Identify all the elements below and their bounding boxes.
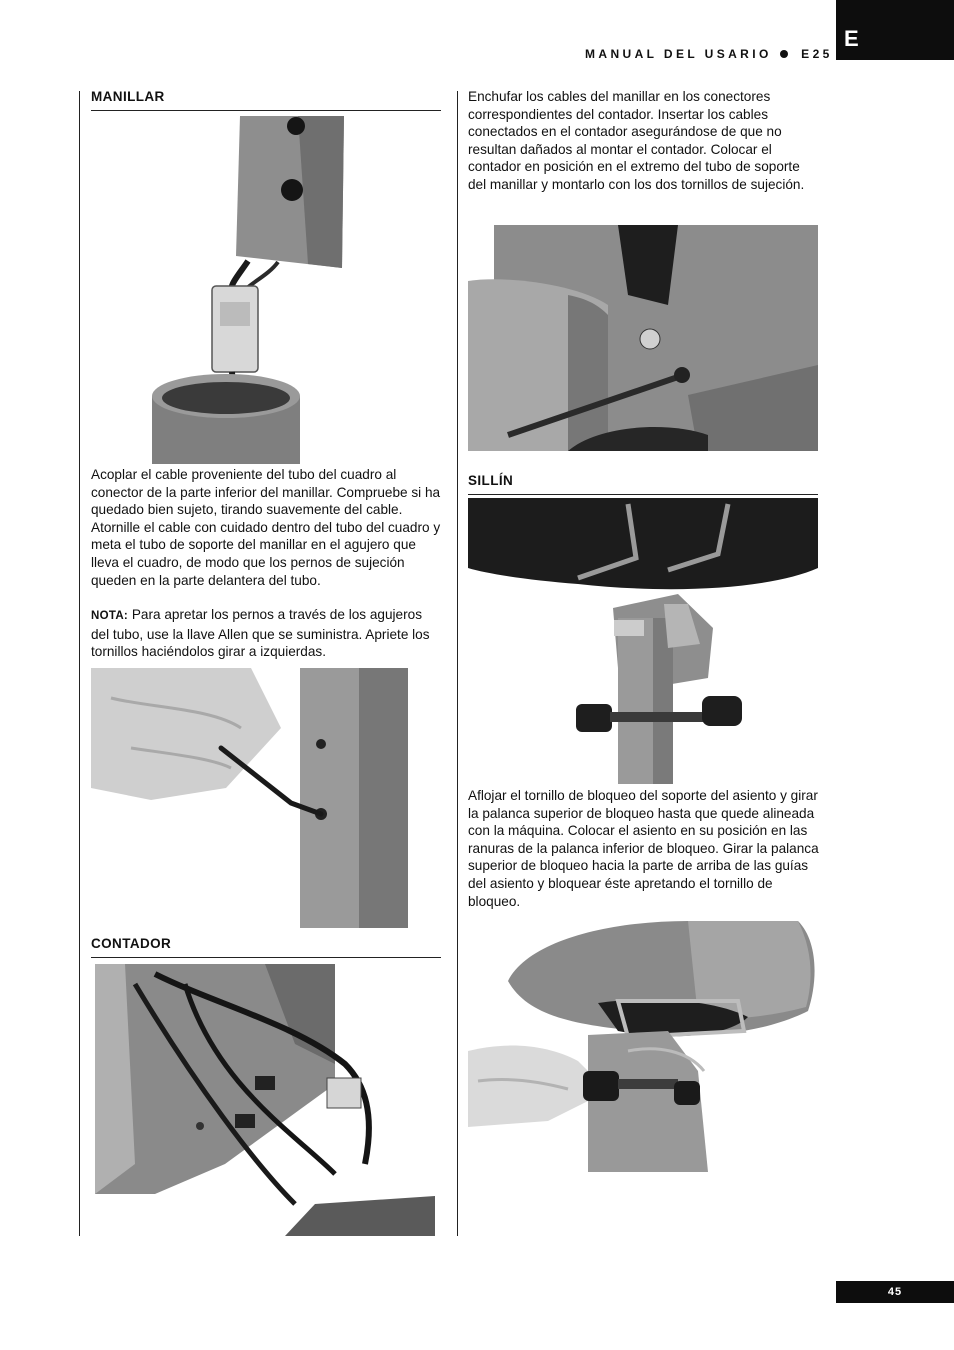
note-text: Para apretar los pernos a través de los agujeros del tubo, use la llave Allen que se suministra. Apriete los tornillos haciéndolos girar a izquierdas. — [91, 607, 430, 660]
allen-key-illustration — [91, 668, 408, 928]
contador-paragraph: Enchufar los cables del manillar en los conectores correspondientes del contador. Insertar los cables conectados en el contador asegurándose de que no resultan dañados al montar el contador. Colocar el contador en posición en el extremo del tubo de soporte del manillar y montarlo con los dos tornillos de sujeción. — [468, 89, 805, 192]
language-letter: E — [844, 26, 859, 51]
section-rule-sillin — [468, 494, 818, 495]
running-header — [585, 47, 833, 61]
manual-title: MANUAL DEL USARIO — [585, 47, 772, 61]
section-rule-contador — [91, 957, 441, 958]
photo-seat-tightening — [468, 921, 818, 1172]
photo-console-mounting — [468, 225, 818, 451]
section-rule-manillar — [91, 110, 441, 111]
seat-post-illustration — [468, 498, 818, 784]
console-mounting-illustration — [468, 225, 818, 451]
photo-seat-post — [468, 498, 818, 784]
left-column-rule — [79, 91, 80, 1236]
seat-tightening-illustration — [468, 921, 818, 1172]
photo-allen-key-tightening — [91, 668, 408, 928]
manillar-note — [91, 606, 441, 661]
section-title-contador: CONTADOR — [91, 936, 172, 951]
photo-handlebar-connector — [148, 116, 348, 464]
language-tab — [836, 0, 954, 60]
handlebar-connector-illustration — [148, 116, 348, 464]
section-title-manillar: MANILLAR — [91, 89, 165, 104]
note-label: NOTA: — [91, 610, 129, 622]
model-name: E25 — [801, 47, 833, 61]
bullet-dot-icon — [780, 50, 788, 58]
manillar-paragraph: Acoplar el cable proveniente del tubo del cuadro al conector de la parte inferior del manillar. Compruebe si ha quedado bien sujeto, tirando suavemente del cable. Atornille el cable con cuidado dentro del tubo del cuadro y meta el tubo de soporte del manillar en el agujero que lleva el cuadro, de modo que los pernos de sujeción queden en la parte delantera del tubo. — [91, 467, 441, 588]
section-title-sillin: SILLÍN — [468, 473, 514, 488]
page-number: 45 — [836, 1281, 954, 1303]
sillin-paragraph: Aflojar el tornillo de bloqueo del soporte del asiento y girar la palanca superior de bloqueo hasta que quede alineada con la máquina. Colocar el asiento en su posición en las ranuras de la palanca inferior de bloqueo. Girar la palanca superior de bloqueo hacia la parte de arriba de las guías del asiento y bloquear éste apretando el tornillo de bloqueo. — [468, 788, 819, 909]
photo-console-cables — [95, 964, 435, 1236]
console-cables-illustration — [95, 964, 435, 1236]
middle-column-rule — [457, 91, 458, 1236]
